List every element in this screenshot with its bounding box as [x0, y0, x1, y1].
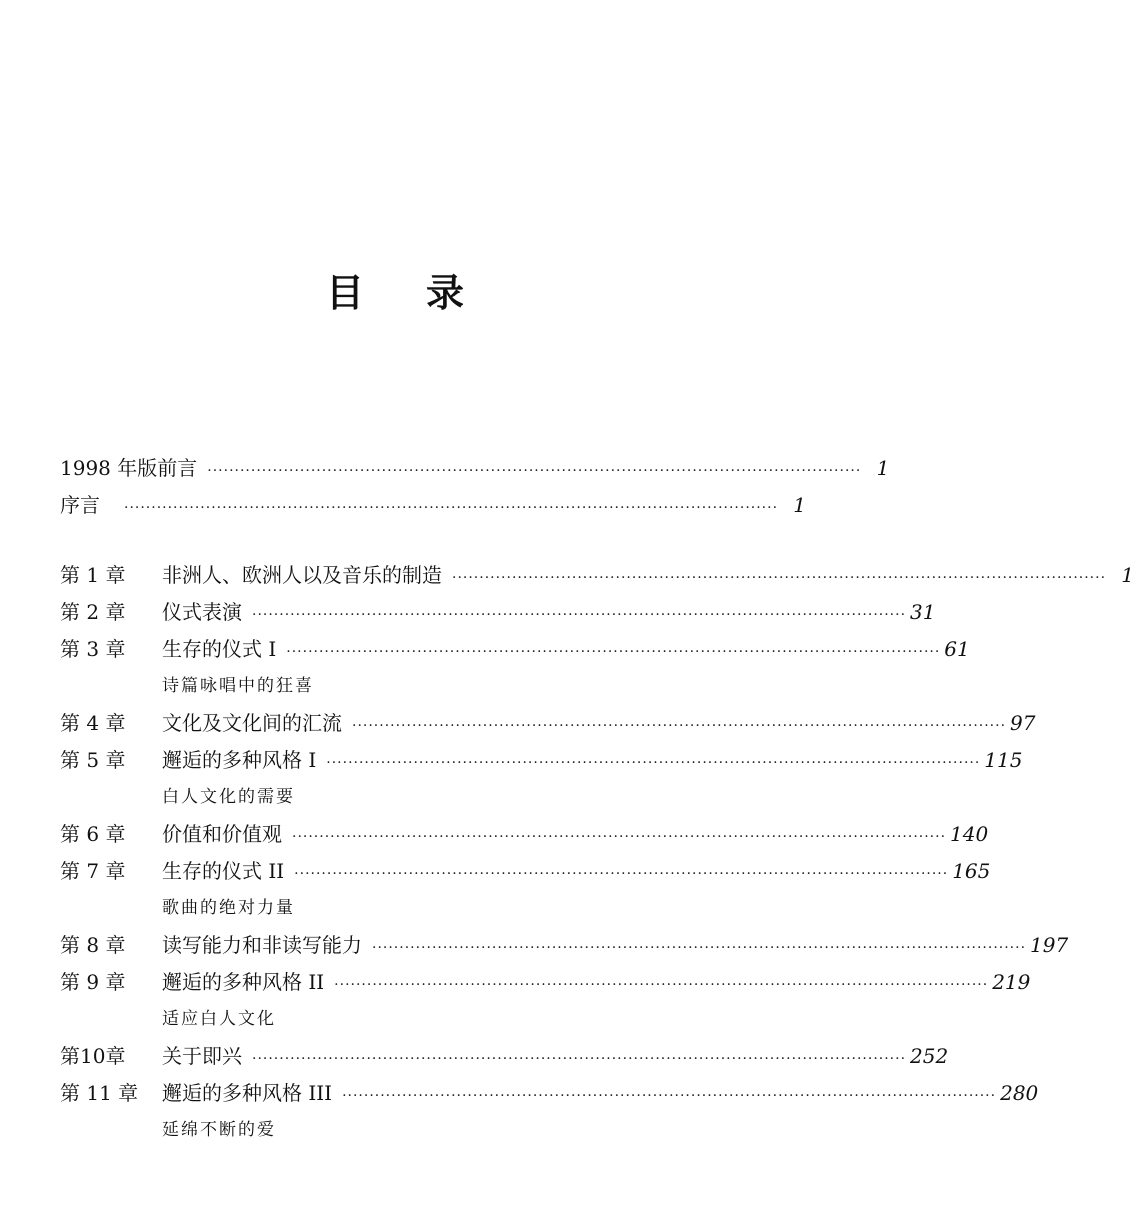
toc-entry-chapter[interactable]: [60, 742, 1023, 779]
dot-leader: ························································································································: [252, 1051, 907, 1067]
dot-leader: ························································································································: [372, 940, 1027, 956]
dot-leader: ························································································································: [334, 977, 989, 993]
dot-leader: ························································································································: [252, 607, 907, 623]
title-char-1: 目: [325, 271, 364, 315]
chapter-title: 邂逅的多种风格 I: [162, 748, 317, 772]
chapter-title: 生存的仪式 II: [162, 859, 285, 883]
chapter-subtitle: 适应白人文化: [162, 1009, 276, 1029]
dot-leader: ························································································································: [207, 463, 862, 479]
chapter-page: 197: [1030, 933, 1069, 957]
chapter-label: 第 3 章: [60, 637, 126, 661]
chapter-label: 第 1 章: [60, 563, 126, 587]
chapter-page: 97: [1010, 711, 1036, 735]
toc-entry-preface[interactable]: [60, 487, 807, 524]
toc-entry-chapter[interactable]: [60, 853, 991, 890]
chapter-page: 61: [944, 637, 970, 661]
dot-leader: ························································································································: [342, 1088, 997, 1104]
chapter-page: 252: [910, 1044, 949, 1068]
chapter-subtitle: 白人文化的需要: [162, 787, 295, 807]
chapter-subtitle: 诗篇咏唱中的狂喜: [162, 676, 314, 696]
chapter-label: 第 7 章: [60, 859, 126, 883]
chapter-title: 价值和价值观: [162, 822, 282, 846]
entry-title: 序言: [60, 493, 100, 517]
chapter-title: 生存的仪式 I: [162, 637, 277, 661]
chapter-subtitle: 歌曲的绝对力量: [162, 898, 295, 918]
chapter-title: 文化及文化间的汇流: [162, 711, 342, 735]
chapter-label: 第 2 章: [60, 600, 126, 624]
toc-entry-chapter[interactable]: [60, 557, 1134, 594]
toc-entry-chapter[interactable]: [60, 594, 936, 631]
chapter-label: 第 9 章: [60, 970, 126, 994]
table-of-contents: [60, 450, 1134, 1149]
entry-title: 1998 年版前言: [60, 456, 198, 480]
toc-entry-chapter[interactable]: [60, 705, 1036, 742]
toc-entry-chapter[interactable]: [60, 816, 989, 853]
toc-entry-chapter[interactable]: [60, 927, 1069, 964]
dot-leader: ························································································································: [124, 500, 779, 516]
chapter-label: 第 5 章: [60, 748, 126, 772]
dot-leader: ························································································································: [326, 755, 981, 771]
toc-entry-chapter[interactable]: [60, 1075, 1039, 1112]
dot-leader: ························································································································: [352, 718, 1007, 734]
dot-leader: ························································································································: [452, 570, 1107, 586]
toc-entry-preface-1998[interactable]: [60, 450, 890, 487]
chapter-title: 仪式表演: [162, 600, 242, 624]
chapter-title: 关于即兴: [162, 1044, 242, 1068]
chapter-page: 280: [1000, 1081, 1039, 1105]
page-title: [0, 262, 790, 317]
chapter-label: 第 11 章: [60, 1081, 139, 1105]
entry-page: 1: [876, 456, 890, 480]
chapter-page: 1: [1121, 563, 1134, 587]
chapter-title: 读写能力和非读写能力: [162, 933, 362, 957]
dot-leader: ························································································································: [294, 866, 949, 882]
chapter-subtitle: 延绵不断的爱: [162, 1120, 276, 1140]
chapter-page: 115: [984, 748, 1023, 772]
chapter-page: 219: [992, 970, 1031, 994]
chapter-label: 第10章: [60, 1044, 126, 1068]
chapter-page: 31: [910, 600, 936, 624]
title-char-2: 录: [426, 271, 465, 315]
chapter-title: 邂逅的多种风格 III: [162, 1081, 333, 1105]
dot-leader: ························································································································: [292, 829, 947, 845]
chapter-label: 第 4 章: [60, 711, 126, 735]
chapter-list: [60, 557, 1134, 1149]
chapter-page: 165: [952, 859, 991, 883]
toc-entry-chapter[interactable]: [60, 964, 1031, 1001]
chapter-title: 非洲人、欧洲人以及音乐的制造: [162, 563, 442, 587]
dot-leader: ························································································································: [286, 644, 941, 660]
chapter-title: 邂逅的多种风格 II: [162, 970, 325, 994]
toc-entry-chapter[interactable]: [60, 631, 970, 668]
entry-page: 1: [793, 493, 807, 517]
chapter-label: 第 6 章: [60, 822, 126, 846]
chapter-label: 第 8 章: [60, 933, 126, 957]
chapter-page: 140: [950, 822, 989, 846]
toc-entry-chapter[interactable]: [60, 1038, 949, 1075]
